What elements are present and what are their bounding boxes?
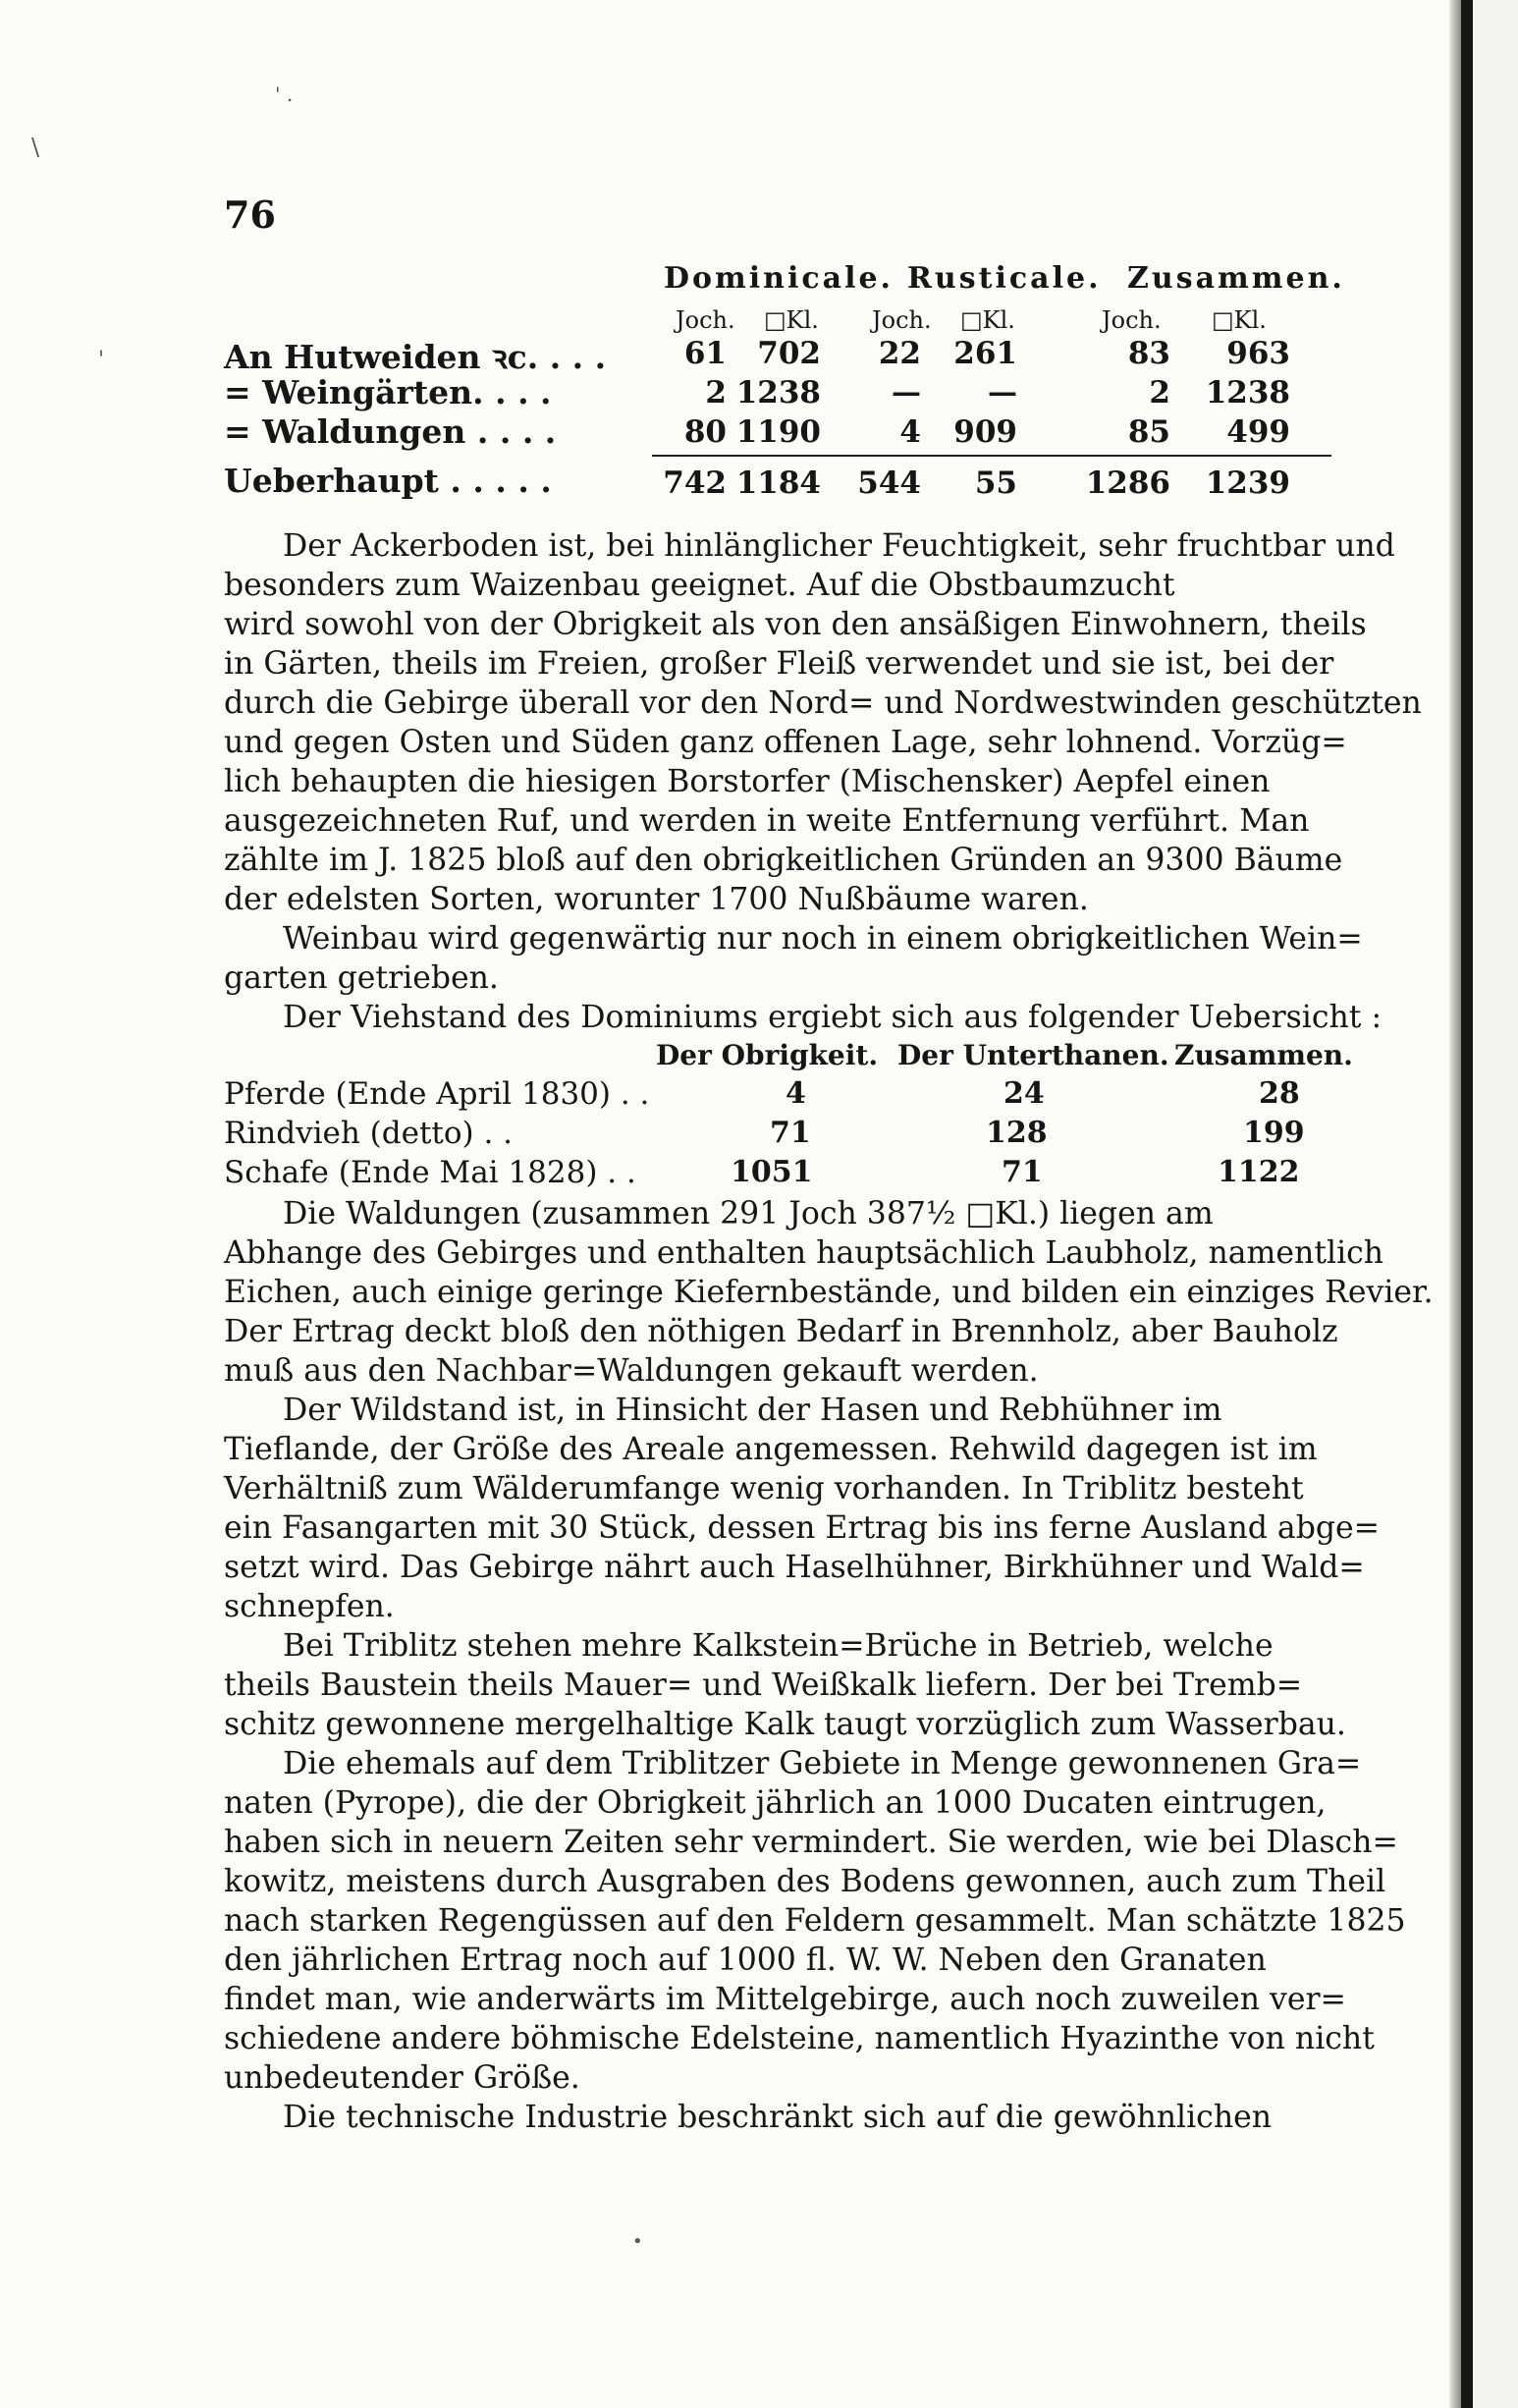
livestock-row-label: Schafe (Ende Mai 1828) . . (224, 1155, 636, 1190)
text-line: durch die Gebirge überall vor den Nord= und Nordwestwinden geschützten (224, 685, 1422, 721)
unit-klafter: □Kl. (1212, 306, 1267, 334)
text-line: lich behaupten die hiesigen Borstorfer (Mischensker) Aepfel einen (224, 764, 1271, 799)
livestock-value: 1051 (731, 1155, 813, 1189)
stray-mark: • (632, 2231, 643, 2252)
table-row-label: = Weingärten. . . . (224, 373, 552, 411)
table-cell: 1238 (1205, 375, 1290, 410)
livestock-row-label: Pferde (Ende April 1830) . . (224, 1076, 650, 1112)
text-line: schitz gewonnene mergelhaltige Kalk taugt vorzüglich zum Wasserbau. (224, 1707, 1346, 1742)
text-line: findet man, wie anderwärts im Mittelgebirge, auch noch zuweilen ver= (224, 1982, 1346, 2017)
table-cell: 702 (757, 336, 821, 371)
text-line: schiedene andere böhmische Edelsteine, namentlich Hyazinthe von nicht (224, 2021, 1375, 2056)
table-cell: 4 (899, 414, 921, 450)
table-total-rule (652, 455, 1331, 457)
livestock-value: 199 (1243, 1116, 1305, 1150)
column-header-zusammen: Zusammen. (1127, 261, 1345, 296)
text-line: den jährlichen Ertrag noch auf 1000 fl. W. W. Neben den Granaten (224, 1943, 1267, 1978)
livestock-header-zusammen: Zusammen. (1174, 1039, 1353, 1071)
table-cell: 963 (1226, 336, 1290, 371)
text-line: unbedeutender Größe. (224, 2060, 580, 2096)
table-row-label: An Hutweiden ꝛc. . . . (224, 338, 607, 376)
table-cell: 22 (878, 336, 921, 371)
text-line: schnepfen. (224, 1589, 395, 1624)
text-line: in Gärten, theils im Freien, großer Fleiß verwendet und sie ist, bei der (224, 646, 1334, 682)
table-cell: 909 (953, 414, 1017, 450)
livestock-header-unterthanen: Der Unterthanen. (897, 1039, 1169, 1071)
text-line: Tieflande, der Größe des Areale angemessen. Rehwild dagegen ist im (224, 1432, 1318, 1467)
page-edge-shadow (1449, 0, 1461, 2408)
unit-joch: Joch. (872, 306, 932, 334)
table-cell: 85 (1127, 414, 1170, 450)
table-total-cell: 1239 (1205, 465, 1290, 501)
text-line: Weinbau wird gegenwärtig nur noch in einem obrigkeitlichen Wein= (283, 921, 1363, 957)
text-line: Bei Triblitz stehen mehre Kalkstein=Brüche in Betrieb, welche (283, 1628, 1274, 1664)
livestock-value: 24 (1003, 1076, 1045, 1111)
page-number: 76 (224, 192, 276, 237)
table-cell: 1238 (735, 375, 821, 410)
text-line: Die Waldungen (zusammen 291 Joch 387½ □Kl.) liegen am (283, 1196, 1214, 1231)
text-line: Verhältniß zum Wälderumfange wenig vorhanden. In Triblitz besteht (224, 1471, 1304, 1506)
text-line: ausgezeichneten Ruf, und werden in weite Entfernung verführt. Man (224, 803, 1310, 839)
text-line: zählte im J. 1825 bloß auf den obrigkeitlichen Gründen an 9300 Bäume (224, 843, 1343, 878)
livestock-row-label: Rindvieh (detto) . . (224, 1116, 514, 1151)
stray-mark: \ (31, 134, 40, 161)
table-cell: 2 (705, 375, 727, 410)
table-cell: 1190 (735, 414, 821, 450)
table-cell: 83 (1127, 336, 1170, 371)
column-header-rusticale: Rusticale. (907, 261, 1102, 296)
table-cell: 61 (683, 336, 727, 371)
text-line: besonders zum Waizenbau geeignet. Auf die Obstbaumzucht (224, 568, 1175, 603)
table-cell: 261 (953, 336, 1017, 371)
unit-klafter: □Kl. (764, 306, 819, 334)
livestock-value: 28 (1259, 1076, 1300, 1111)
unit-joch: Joch. (676, 306, 735, 334)
table-cell: 80 (683, 414, 727, 450)
column-header-dominicale: Dominicale. (664, 261, 895, 296)
livestock-value: 4 (786, 1076, 806, 1111)
table-cell: — (892, 375, 921, 410)
table-row-label: = Waldungen . . . . (224, 412, 557, 451)
text-line: Abhange des Gebirges und enthalten hauptsächlich Laubholz, namentlich (224, 1235, 1384, 1271)
text-line: ein Fasangarten mit 30 Stück, dessen Ertrag bis ins ferne Ausland abge= (224, 1510, 1381, 1546)
table-total-cell: 1184 (735, 465, 821, 501)
text-line: Der Ertrag deckt bloß den nöthigen Bedarf in Brennholz, aber Bauholz (224, 1314, 1338, 1349)
unit-klafter: □Kl. (960, 306, 1015, 334)
text-line: Eichen, auch einige geringe Kiefernbestände, und bilden ein einziges Revier. (224, 1275, 1434, 1310)
text-line: der edelsten Sorten, worunter 1700 Nußbäume waren. (224, 882, 1089, 917)
text-line: wird sowohl von der Obrigkeit als von den ansäßigen Einwohnern, theils (224, 607, 1367, 642)
livestock-value: 71 (770, 1116, 811, 1150)
table-cell: 499 (1226, 414, 1290, 450)
text-line: muß aus den Nachbar=Waldungen gekauft werden. (224, 1353, 1039, 1389)
text-line: Die ehemals auf dem Triblitzer Gebiete in Menge gewonnenen Gra= (283, 1746, 1362, 1781)
stray-mark: ' . (275, 82, 294, 106)
text-line: theils Baustein theils Mauer= und Weißkalk liefern. Der bei Tremb= (224, 1668, 1303, 1703)
adjacent-page-strip (1473, 0, 1518, 2408)
table-cell: 2 (1149, 375, 1170, 410)
table-total-cell: 1286 (1085, 465, 1170, 501)
table-cell: — (988, 375, 1017, 410)
stray-mark: ' (98, 348, 105, 372)
table-total-cell: 544 (857, 465, 921, 501)
text-line: nach starken Regengüssen auf den Feldern gesammelt. Man schätzte 1825 (224, 1903, 1406, 1939)
text-line: Der Ackerboden ist, bei hinlänglicher Feuchtigkeit, sehr fruchtbar und (283, 528, 1395, 564)
livestock-value: 71 (1002, 1155, 1043, 1189)
text-line: setzt wird. Das Gebirge nährt auch Haselhühner, Birkhühner und Wald= (224, 1550, 1365, 1585)
livestock-value: 128 (986, 1116, 1048, 1150)
text-line: Die technische Industrie beschränkt sich auf die gewöhnlichen (283, 2100, 1273, 2135)
unit-joch: Joch. (1102, 306, 1162, 334)
text-line: Der Wildstand ist, in Hinsicht der Hasen und Rebhühner im (283, 1393, 1222, 1428)
table-total-label: Ueberhaupt . . . . . (224, 462, 552, 500)
livestock-value: 1122 (1218, 1155, 1300, 1189)
text-line: und gegen Osten und Süden ganz offenen Lage, sehr lohnend. Vorzüg= (224, 725, 1347, 760)
text-line: haben sich in neuern Zeiten sehr vermindert. Sie werden, wie bei Dlasch= (224, 1825, 1398, 1860)
text-line: kowitz, meistens durch Ausgraben des Bodens gewonnen, auch zum Theil (224, 1864, 1386, 1899)
table-total-cell: 742 (663, 465, 727, 501)
text-line: naten (Pyrope), die der Obrigkeit jährlich an 1000 Ducaten eintrugen, (224, 1785, 1327, 1821)
livestock-header-obrigkeit: Der Obrigkeit. (656, 1039, 879, 1071)
text-line: garten getrieben. (224, 960, 499, 996)
text-line: Der Viehstand des Dominiums ergiebt sich aus folgender Uebersicht : (283, 1000, 1382, 1035)
table-total-cell: 55 (974, 465, 1017, 501)
